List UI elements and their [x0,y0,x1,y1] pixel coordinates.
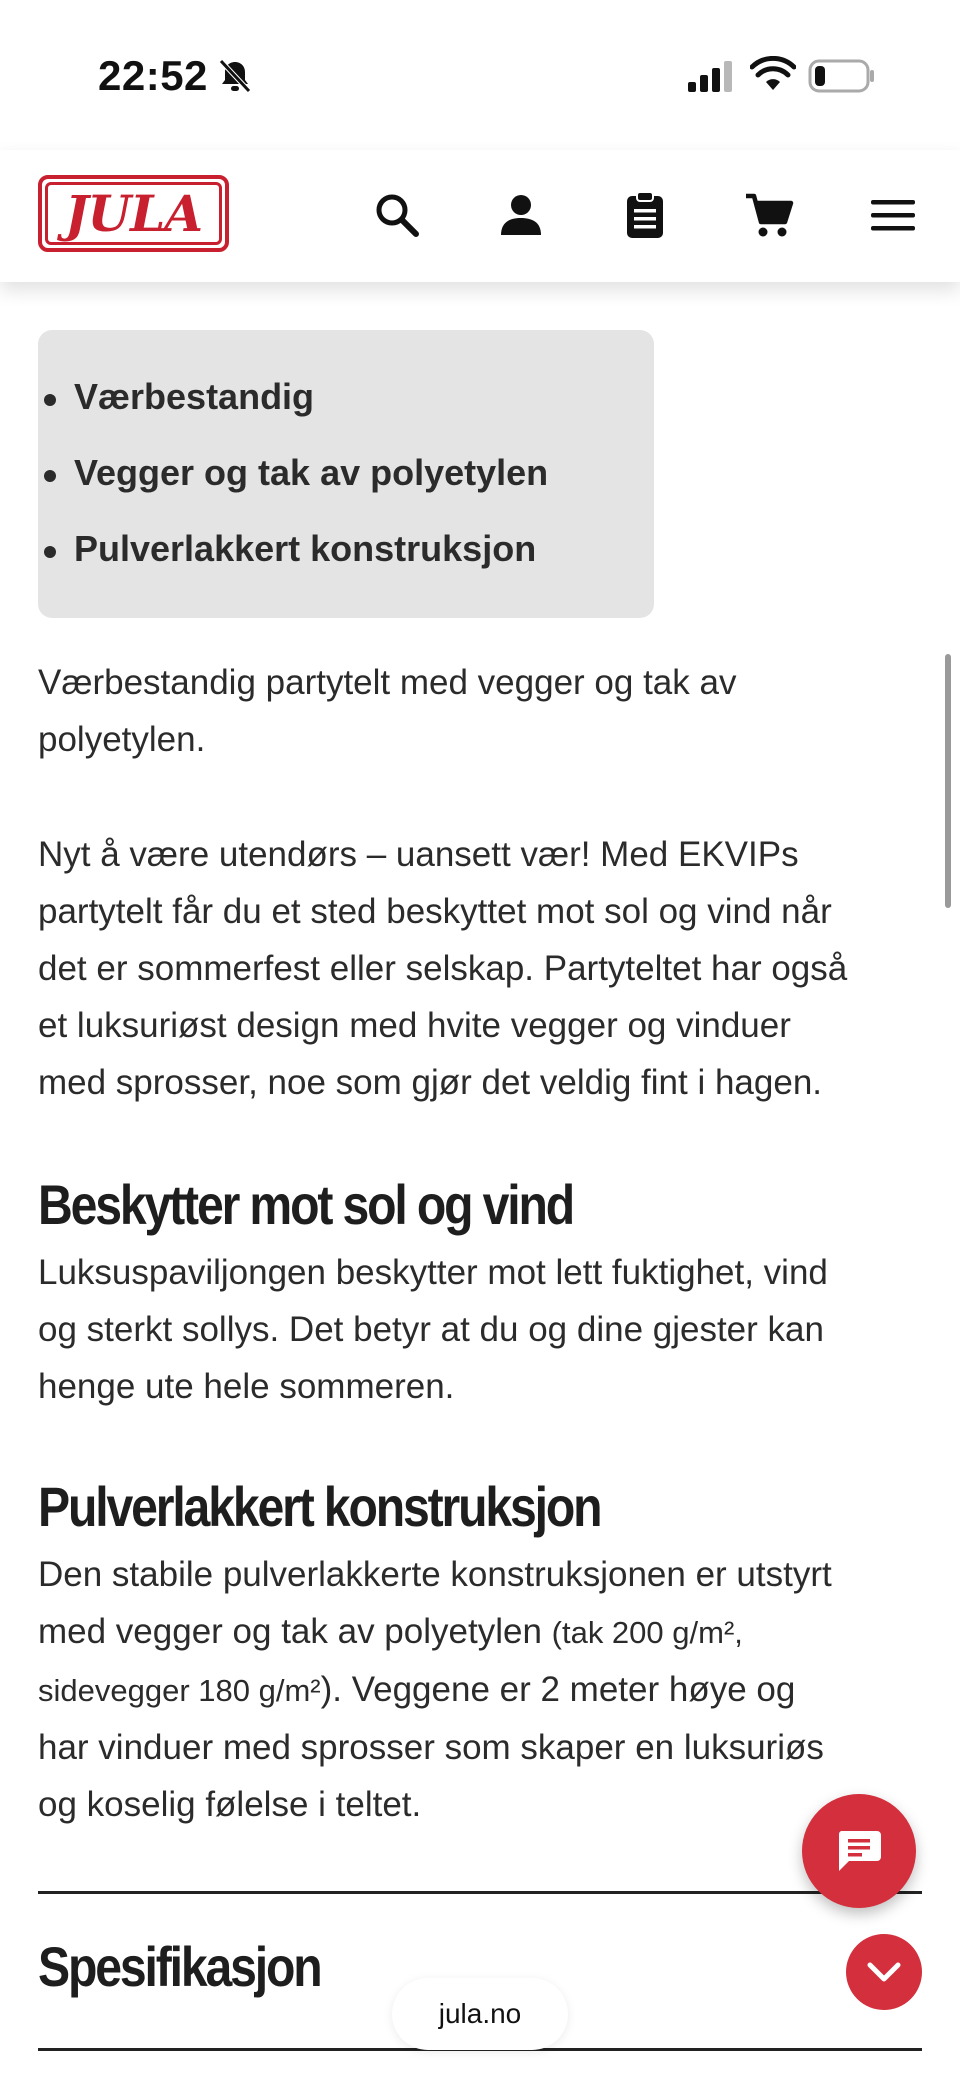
intro-paragraph [38,654,928,768]
section-heading: Pulverlakkert konstruksjon [38,1475,601,1538]
specification-accordion-header[interactable]: Spesifikasjon [38,1935,321,1998]
text-line: polyetylen. [38,720,206,759]
section-heading: Beskytter mot sol og vind [38,1173,573,1236]
text-line: med sprosser, noe som gjør det veldig fint i hagen. [38,1063,823,1102]
text-line: og sterkt sollys. Det betyr at du og dine gjester kan [38,1310,824,1349]
highlight-item: Værbestandig [74,376,315,417]
text-line: partytelt får du et sted beskyttet mot sol og vind når [38,892,832,931]
logo-border [45,182,222,245]
text-line: Værbestandig partytelt med vegger og tak av [38,663,737,702]
account-icon [496,190,546,240]
text-line: det er sommerfest eller selskap. Partyteltet har også [38,949,848,988]
text-line [38,1661,928,1719]
jula-logo[interactable] [38,175,229,252]
menu-button[interactable] [866,188,920,242]
status-bar [0,0,960,150]
accordion-divider-top [38,1891,922,1894]
text-line: et luksuriøst design med hvite vegger og vinduer [38,1006,791,1045]
text-line: henge ute hele sommeren. [38,1367,455,1406]
highlight-item: Vegger og tak av polyetylen [74,452,549,493]
cart-icon [744,190,794,240]
section-paragraph [38,1244,928,1415]
text-fragment-small: (tak 200 g/m², [551,1615,743,1650]
text-line [38,1603,928,1661]
text-fragment-small: sidevegger 180 g/m² [38,1673,321,1708]
expand-button[interactable] [846,1934,922,2010]
text-line: og koselig følelse i teltet. [38,1785,422,1824]
text-fragment: med vegger og tak av polyetylen [38,1612,552,1651]
text-line: Nyt å være utendørs – uansett vær! Med EKVIPs [38,835,799,874]
text-fragment: ). Veggene er 2 meter høye og [320,1670,796,1709]
search-button[interactable] [370,188,424,242]
search-icon [372,190,422,240]
status-time: 22:52 [98,52,208,99]
cellular-signal-icon [686,60,734,94]
chevron-down-icon [866,1960,902,1984]
text-line: har vinduer med sprosser som skaper en luksuriøs [38,1728,824,1767]
wifi-icon [750,56,796,94]
shopping-list-button[interactable] [618,188,672,242]
section-paragraph [38,1546,928,1833]
text-line: Luksuspaviljongen beskytter mot lett fuktighet, vind [38,1253,828,1292]
body-paragraph [38,826,928,1111]
highlight-item: Pulverlakkert konstruksjon [74,528,537,569]
text-line: Den stabile pulverlakkerte konstruksjonen er utstyrt [38,1555,832,1594]
site-header [0,150,960,282]
chat-icon [835,1829,883,1873]
scrollbar[interactable] [945,654,951,908]
menu-icon [868,190,918,240]
cart-button[interactable] [742,188,796,242]
clipboard-icon [620,190,670,240]
chat-button[interactable] [802,1794,916,1908]
battery-icon [808,58,876,94]
browser-url-bar[interactable]: jula.no [392,1978,568,2050]
logo-text: JULA [64,184,203,243]
account-button[interactable] [494,188,548,242]
bell-muted-icon [218,58,252,94]
